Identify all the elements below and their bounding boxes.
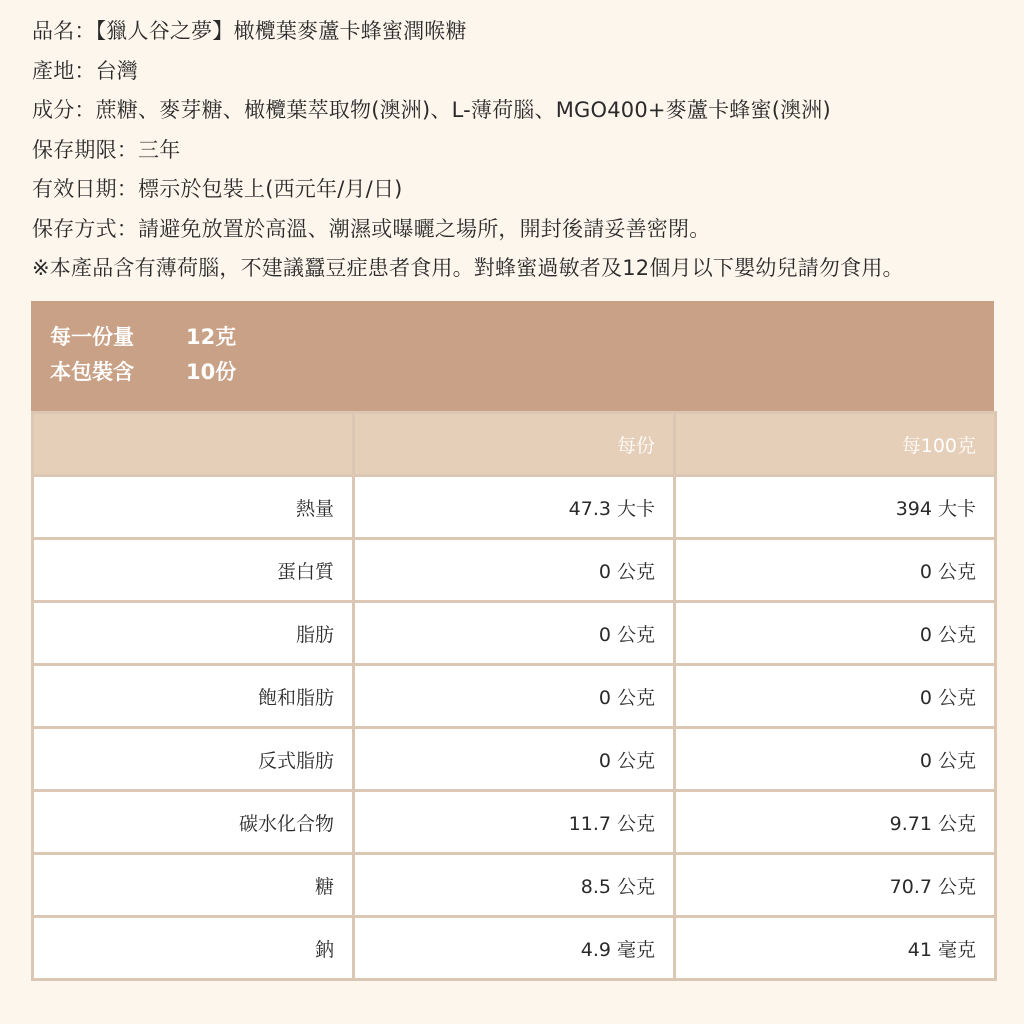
table-row	[33, 854, 996, 917]
per-100g-value: 41 毫克	[675, 917, 996, 980]
ingredients-line: 成分：蔗糖、麥芽糖、橄欖葉萃取物(澳洲)、L-薄荷腦、MGO400+麥蘆卡蜂蜜(澳洲)	[32, 98, 831, 122]
nutrient-name: 飽和脂肪	[33, 665, 354, 728]
per-100g-value: 0 公克	[675, 665, 996, 728]
per-serving-value: 0 公克	[354, 602, 675, 665]
per-serving-value: 47.3 大卡	[354, 476, 675, 539]
product-name-line: 品名：【獵人谷之夢】橄欖葉麥蘆卡蜂蜜潤喉糖	[32, 19, 467, 43]
per-serving-value: 0 公克	[354, 665, 675, 728]
per-serving-value: 0 公克	[354, 539, 675, 602]
per-100g-value: 0 公克	[675, 728, 996, 791]
column-header-row	[33, 413, 996, 476]
per-serving-value: 8.5 公克	[354, 854, 675, 917]
table-row	[33, 791, 996, 854]
nutrition-header	[31, 301, 994, 411]
nutrient-name: 鈉	[33, 917, 354, 980]
nutrition-table	[31, 411, 997, 981]
per-100g-value: 9.71 公克	[675, 791, 996, 854]
table-row	[33, 539, 996, 602]
nutrient-name: 熱量	[33, 476, 354, 539]
storage-line: 保存方式：請避免放置於高溫、潮濕或曝曬之場所，開封後請妥善密閉。	[32, 216, 711, 241]
table-row	[33, 602, 996, 665]
warning-line: ※本產品含有薄荷腦，不建議蠶豆症患者食用。對蜂蜜過敏者及12個月以下嬰幼兒請勿食用。	[32, 256, 904, 280]
origin-line: 產地：台灣	[32, 58, 138, 83]
per-100g-value: 0 公克	[675, 602, 996, 665]
column-header-per-serving: 每份	[354, 413, 675, 476]
column-header-nutrient	[33, 413, 354, 476]
per-serving-value: 11.7 公克	[354, 791, 675, 854]
table-row	[33, 665, 996, 728]
nutrition-facts	[31, 301, 994, 1008]
nutrient-name: 反式脂肪	[33, 728, 354, 791]
product-info	[32, 12, 1012, 289]
servings-per-pack-row	[50, 356, 236, 386]
serving-size-value: 12克	[186, 325, 237, 349]
expiry-date-line: 有效日期：標示於包裝上(西元年/月/日)	[32, 177, 403, 201]
servings-per-pack-label: 本包裝含	[50, 360, 134, 384]
per-100g-value: 0 公克	[675, 539, 996, 602]
servings-per-pack-value: 10份	[186, 360, 237, 384]
nutrient-name: 碳水化合物	[33, 791, 354, 854]
nutrient-name: 蛋白質	[33, 539, 354, 602]
table-row	[33, 728, 996, 791]
nutrient-name: 脂肪	[33, 602, 354, 665]
table-row	[33, 476, 996, 539]
shelf-life-line: 保存期限：三年	[32, 137, 181, 162]
column-header-per-100g: 每100克	[675, 413, 996, 476]
per-100g-value: 70.7 公克	[675, 854, 996, 917]
serving-size-label: 每一份量	[50, 325, 134, 349]
serving-size-row	[50, 321, 236, 351]
per-serving-value: 0 公克	[354, 728, 675, 791]
per-serving-value: 4.9 毫克	[354, 917, 675, 980]
table-row	[33, 917, 996, 980]
per-100g-value: 394 大卡	[675, 476, 996, 539]
nutrient-name: 糖	[33, 854, 354, 917]
